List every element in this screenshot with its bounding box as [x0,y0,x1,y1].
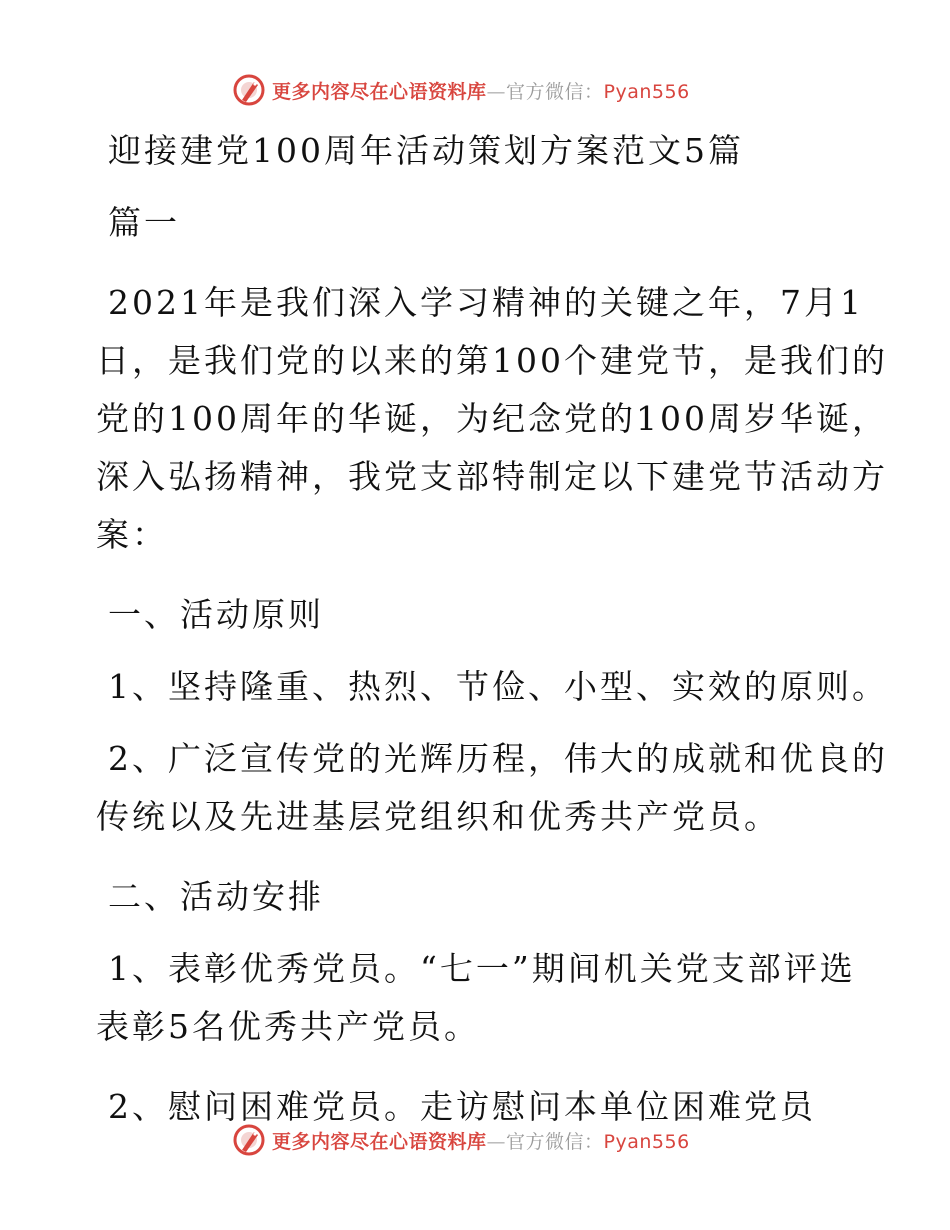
watermark-header [232,72,690,108]
watermark-wechat-id: Pyan556 [603,80,690,103]
list-item: 1、坚持隆重、热烈、节俭、小型、实效的原则。 [108,667,888,706]
watermark-official-label: 官方微信： [506,1130,604,1153]
section-heading: 一、活动原则 [108,595,324,634]
watermark-dash: — [486,80,507,103]
paragraph-line: 日，是我们党的以来的第100个建党节，是我们的 [96,341,888,380]
paragraph-line: 2、广泛宣传党的光辉历程，伟大的成就和优良的 [108,739,888,778]
paragraph-line: 1、表彰优秀党员。“七一”期间机关党支部评选 [108,949,856,988]
pen-nib-logo-icon [232,73,266,107]
watermark-official-label: 官方微信： [506,80,604,103]
paragraph-line: 深入弘扬精神，我党支部特制定以下建党节活动方 [96,457,888,496]
list-item [96,940,856,1056]
paragraph-line: 2021年是我们深入学习精神的关键之年，7月1 [108,283,864,322]
document-body [96,122,888,1136]
paragraph-line: 党的100周年的华诞，为纪念党的100周岁华诞， [96,399,888,438]
intro-paragraph [96,274,888,564]
watermark-dash: — [486,1130,507,1153]
watermark-main-text: 更多内容尽在心语资料库 [272,80,487,103]
paragraph-line: 案： [96,515,168,554]
section-heading: 二、活动安排 [108,877,324,916]
paragraph-line: 表彰5名优秀共产党员。 [96,1007,480,1046]
paragraph-line: 传统以及先进基层党组织和优秀共产党员。 [96,797,780,836]
list-item [96,730,888,846]
list-item: 2、慰问困难党员。走访慰问本单位困难党员 [108,1087,816,1126]
watermark-footer [232,1122,690,1158]
section-label: 篇一 [108,203,180,242]
watermark-main-text: 更多内容尽在心语资料库 [272,1130,487,1153]
document-title: 迎接建党100周年活动策划方案范文5篇 [108,131,744,170]
pen-nib-logo-icon [232,1123,266,1157]
watermark-wechat-id: Pyan556 [603,1130,690,1153]
